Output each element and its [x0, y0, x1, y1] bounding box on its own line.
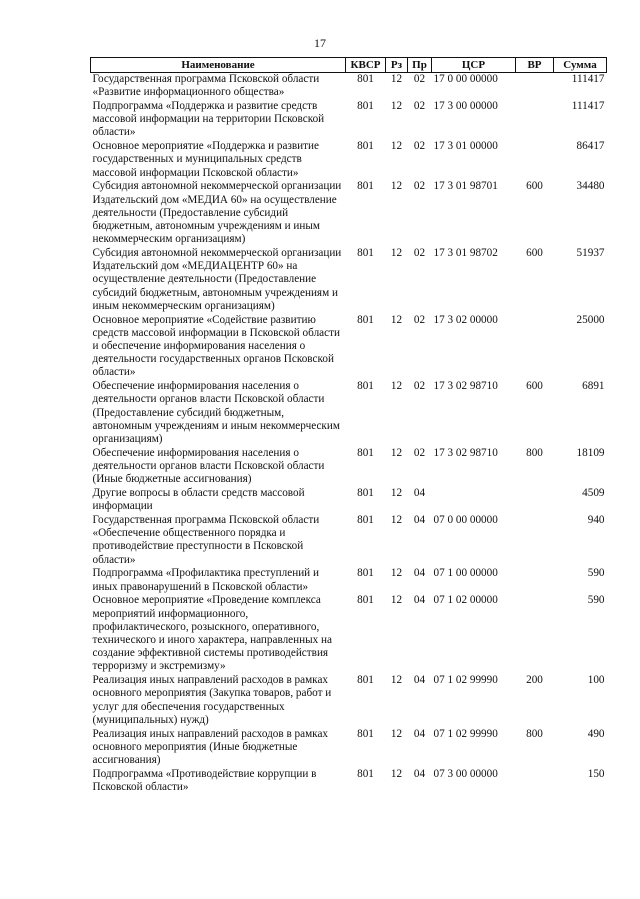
cell-kvsr: 801 [357, 140, 374, 153]
cell-name: Обеспечение информирования населения о деятельности органов власти Псковской области (Иные бюджетные ассигнования) [92, 446, 325, 486]
cell-rz: 12 [390, 100, 403, 112]
header-csr: ЦСР [432, 58, 516, 73]
cell-csr: 17 3 02 00000 [433, 313, 498, 326]
cell-vr: 800 [526, 727, 543, 740]
cell-sum: 34480 [576, 180, 605, 193]
table-row [91, 447, 607, 487]
header-kvsr: КВСР [346, 58, 386, 73]
cell-sum: 86417 [576, 140, 605, 153]
header-rz: Рз [386, 58, 408, 73]
cell-rz: 12 [390, 180, 403, 193]
cell-sum: 51937 [576, 247, 605, 260]
page-number: 17 [314, 36, 326, 50]
cell-vr [516, 100, 554, 140]
cell-pr: 04 [413, 727, 426, 740]
table-row [91, 100, 607, 140]
cell-vr [516, 594, 554, 674]
cell-rz: 12 [390, 73, 403, 85]
cell-vr: 200 [526, 674, 543, 687]
cell-kvsr: 801 [357, 487, 374, 500]
cell-rz: 12 [390, 594, 403, 607]
cell-vr: 600 [526, 380, 543, 393]
table-row [91, 567, 607, 594]
cell-csr: 17 3 02 98710 [433, 446, 498, 459]
table-row [91, 140, 607, 180]
cell-name: Подпрограмма «Профилактика преступлений и иных правонарушений в Псковской области» [92, 567, 319, 593]
cell-pr: 02 [413, 446, 426, 459]
cell-name: Субсидия автономной некоммерческой организации Издательский дом «МЕДИА 60» на осуществление деятельности (Предоставление субсидий бюджетным, автономным учреждениям и иным некоммерческим организациям) [92, 180, 342, 246]
cell-sum: 25000 [576, 313, 605, 326]
cell-sum: 490 [587, 727, 605, 740]
header-sum: Сумма [554, 58, 607, 73]
cell-rz: 12 [390, 674, 403, 687]
cell-rz: 12 [390, 487, 403, 500]
cell-name: Субсидия автономной некоммерческой организации Издательский дом «МЕДИАЦЕНТР 60» на осуществление деятельности (Предоставление субсидий бюджетным, автономным учреждениям и иным некоммерческим организациям) [92, 247, 342, 312]
cell-kvsr: 801 [357, 380, 374, 393]
cell-csr: 17 3 00 00000 [433, 100, 498, 112]
table-row [91, 380, 607, 447]
cell-sum: 4509 [582, 487, 605, 500]
cell-sum: 111417 [571, 100, 605, 112]
cell-rz: 12 [390, 727, 403, 740]
cell-csr: 07 1 02 99990 [433, 674, 498, 687]
table-row [91, 514, 607, 567]
cell-pr: 04 [413, 674, 426, 687]
cell-rz: 12 [390, 567, 403, 580]
cell-csr: 07 3 00 00000 [433, 767, 498, 780]
cell-name: Государственная программа Псковской области «Обеспечение общественного порядка и противодействие преступности в Псковской области» [92, 514, 320, 566]
cell-csr: 07 0 00 00000 [433, 514, 498, 527]
cell-csr: 17 3 01 00000 [433, 140, 498, 153]
cell-rz: 12 [390, 140, 403, 153]
cell-kvsr: 801 [357, 247, 374, 260]
cell-name: Подпрограмма «Поддержка и развитие средств массовой информации на территории Псковской области» [92, 100, 325, 139]
cell-pr: 02 [413, 180, 426, 193]
table-row [91, 73, 607, 101]
cell-sum: 590 [587, 594, 605, 607]
cell-vr: 600 [526, 180, 543, 193]
cell-name: Основное мероприятие «Содействие развитию средств массовой информации в Псковской области и обеспечение информирования населения о деятельности государственных органов Псковской области» [92, 313, 340, 379]
table-row [91, 247, 607, 314]
header-name: Наименование [91, 58, 346, 73]
cell-name: Обеспечение информирования населения о деятельности органов власти Псковской области (Предоставление субсидий бюджетным, автономным учреждениям и иным некоммерческим организациям) [92, 380, 340, 446]
cell-csr: 07 1 02 99990 [433, 727, 498, 740]
cell-pr: 04 [413, 567, 426, 580]
cell-kvsr: 801 [357, 313, 374, 326]
cell-kvsr: 801 [357, 514, 374, 527]
cell-name: Другие вопросы в области средств массовой информации [92, 487, 305, 513]
cell-vr [516, 314, 554, 381]
cell-sum: 18109 [576, 446, 605, 459]
cell-kvsr: 801 [357, 567, 374, 580]
cell-csr: 17 3 01 98701 [433, 180, 498, 193]
cell-kvsr: 801 [357, 727, 374, 740]
cell-csr: 17 3 01 98702 [433, 247, 498, 260]
cell-pr: 02 [413, 73, 426, 85]
cell-vr [516, 514, 554, 567]
cell-name: Реализация иных направлений расходов в рамках основного мероприятия (Закупка товаров, работ и услуг для обеспечения государственных (муниципальных) нужд) [92, 674, 332, 726]
table-row [91, 768, 607, 795]
cell-pr: 02 [413, 100, 426, 112]
cell-name: Подпрограмма «Противодействие коррупции в Псковской области» [92, 767, 317, 794]
cell-sum: 590 [587, 567, 605, 580]
cell-vr [516, 768, 554, 795]
cell-pr: 02 [413, 313, 426, 326]
table-row [91, 314, 607, 381]
cell-sum: 940 [587, 514, 605, 527]
header-vr: ВР [516, 58, 554, 73]
cell-kvsr: 801 [357, 674, 374, 687]
cell-sum: 6891 [582, 380, 605, 393]
cell-kvsr: 801 [357, 446, 374, 459]
cell-pr: 04 [413, 487, 426, 500]
cell-vr: 800 [526, 446, 543, 459]
cell-pr: 04 [413, 514, 426, 527]
table-header-row [91, 58, 607, 73]
table-row [91, 180, 607, 247]
table-body [91, 73, 607, 795]
cell-pr: 04 [413, 767, 426, 780]
cell-kvsr: 801 [357, 767, 374, 780]
cell-rz: 12 [390, 380, 403, 393]
header-pr: Пр [408, 58, 432, 73]
table-row [91, 487, 607, 514]
cell-csr: 17 0 00 00000 [433, 73, 498, 85]
cell-rz: 12 [390, 514, 403, 527]
cell-csr: 07 1 02 00000 [433, 594, 498, 607]
cell-name: Основное мероприятие «Проведение комплекса мероприятий информационного, профилактического, розыскного, оперативного, технического и иного характера, направленных на создание эффективной системы противодействия терроризму и экстремизму» [92, 594, 332, 673]
cell-vr [516, 567, 554, 594]
cell-vr [516, 487, 554, 514]
cell-name: Основное мероприятие «Поддержка и развитие государственных и муниципальных средств массовой информации Псковской области» [92, 140, 319, 179]
cell-kvsr: 801 [357, 594, 374, 607]
cell-pr: 02 [413, 140, 426, 153]
table-row [91, 728, 607, 768]
cell-sum: 111417 [571, 73, 605, 85]
cell-name: Государственная программа Псковской области «Развитие информационного общества» [92, 73, 320, 99]
cell-pr: 04 [413, 594, 426, 607]
cell-kvsr: 801 [357, 100, 374, 112]
cell-csr [432, 487, 516, 514]
cell-rz: 12 [390, 313, 403, 326]
cell-rz: 12 [390, 446, 403, 459]
cell-vr: 600 [526, 247, 543, 260]
cell-sum: 100 [587, 674, 605, 687]
cell-name: Реализация иных направлений расходов в рамках основного мероприятия (Иные бюджетные ассигнования) [92, 727, 329, 767]
cell-kvsr: 801 [357, 73, 374, 85]
cell-rz: 12 [390, 767, 403, 780]
table-row [91, 594, 607, 674]
cell-pr: 02 [413, 380, 426, 393]
cell-csr: 07 1 00 00000 [433, 567, 498, 580]
cell-sum: 150 [587, 767, 605, 780]
cell-vr [516, 140, 554, 180]
cell-vr [516, 73, 554, 101]
table-row [91, 674, 607, 727]
cell-rz: 12 [390, 247, 403, 260]
cell-pr: 02 [413, 247, 426, 260]
budget-table [90, 57, 607, 795]
cell-kvsr: 801 [357, 180, 374, 193]
cell-csr: 17 3 02 98710 [433, 380, 498, 393]
